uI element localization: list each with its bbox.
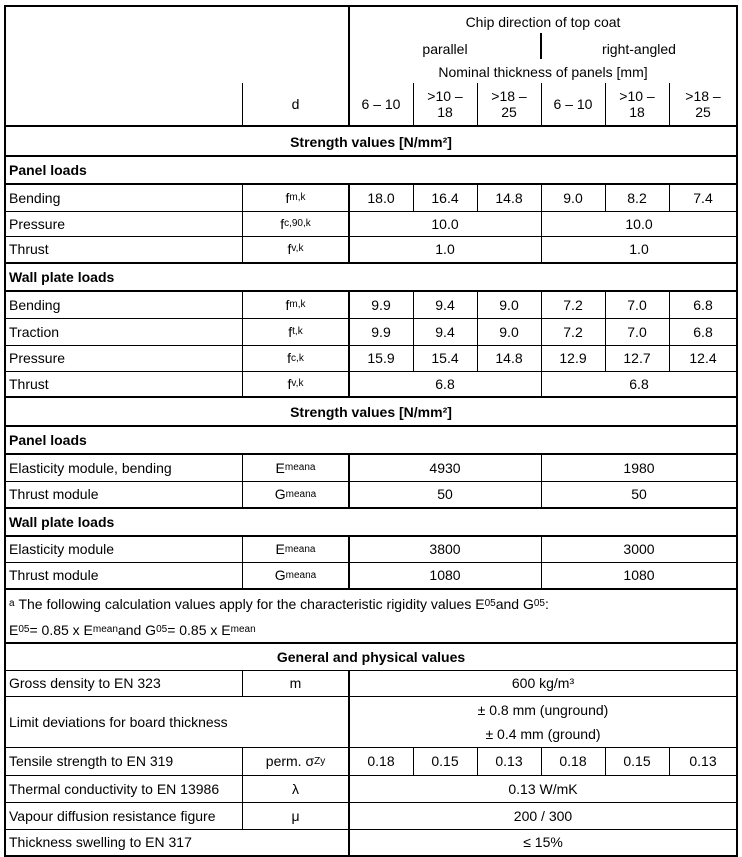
header-thickness-6 [669,83,737,125]
header-thickness-3 [477,83,541,125]
value-cell-right-angled: 50 [631,486,647,503]
grid-line [4,425,738,427]
grid-line [4,345,738,346]
grid-line [477,747,478,776]
row-symbol: m [289,675,302,692]
row-symbol: E mean a [275,541,316,558]
panel-loads-heading-2: Panel loads [9,431,87,448]
grid-line [605,184,606,212]
value-cell: 9.9 [371,296,391,313]
value-cell: 8.2 [627,189,647,206]
panel-loads-heading-1: Panel loads [9,161,87,178]
row-label: Pressure [9,215,66,232]
grid-line [4,371,738,372]
value-cell-right-angled: 1.0 [629,240,649,257]
grid-line [4,507,738,509]
header-thickness-1: 6 – 10 [361,95,401,112]
value-cell: 15.9 [367,350,395,367]
section-general-physical: General and physical values [276,648,466,665]
grid-line [605,83,606,126]
value-cell-parallel: 1.0 [435,240,455,257]
header-thickness-2-a: >10 – [427,87,463,104]
header-thickness-5 [605,83,669,125]
row-symbol: μ [291,807,300,824]
value-cell: 12.9 [559,350,587,367]
value-cell-right-angled: 6.8 [629,375,649,392]
value-cell: 9.0 [499,323,519,340]
footnote-text-1: The following calculation values apply for the characteristic rigidity values E [18,595,485,612]
grid-line [4,696,738,697]
grid-line [4,829,738,830]
value-cell-parallel: 10.0 [431,215,459,232]
value-cell: 7.2 [563,296,583,313]
row-symbol: f m,k [285,296,306,313]
header-thickness-3-a: >18 – [491,87,527,104]
header-thickness-3-b: 25 [501,104,517,120]
row-label: Limit deviations for board thickness [9,713,228,730]
symbol-main: G [274,486,286,503]
grid-line [242,536,243,589]
grid-line [242,83,243,126]
grid-line [4,236,738,237]
value-cell: 14.8 [495,350,523,367]
limit-dev-unground: ± 0.8 mm (unground) [477,702,609,718]
symbol-main: perm. σ [265,753,315,770]
row-symbol: G mean a [274,567,317,584]
row-label: Elasticity module [9,541,115,558]
grid-line [4,5,6,857]
wall-plate-loads-heading-1: Wall plate loads [9,268,115,285]
wall-plate-loads-heading-2: Wall plate loads [9,513,115,530]
symbol-main: E [275,541,285,558]
grid-line [348,454,350,508]
grid-line [242,184,243,264]
symbol-main: f [287,375,292,392]
header-thickness-6-b: 25 [695,104,711,120]
grid-line [4,670,738,671]
value-cell: 0.18 [367,753,395,770]
value-cell: 7.2 [563,323,583,340]
value-cell: 0.13 [689,753,717,770]
limit-dev-ground: ± 0.4 mm (ground) [485,726,601,742]
grid-line [4,588,738,590]
grid-line [4,747,738,748]
value-cell: 16.4 [431,189,459,206]
footnote-text-2: and G [495,595,534,612]
grid-line [242,454,243,508]
row-symbol: λ [292,780,299,797]
grid-line [4,481,738,482]
symbol-main: f [287,350,292,367]
value-cell-full: 0.13 W/mK [508,780,578,797]
value-cell: 18.0 [367,189,395,206]
value-cell: 9.0 [499,296,519,313]
value-cell: 9.4 [435,296,455,313]
header-nominal-thickness: Nominal thickness of panels [mm] [438,63,648,80]
footnote-line-2: E 05 = 0.85 x E mean and G 05 = 0.85 x E mean [9,621,256,638]
header-parallel: parallel [422,40,468,57]
grid-line [541,83,542,126]
value-cell: 7.0 [627,323,647,340]
section-strength-values-2: Strength values [N/mm²] [290,403,452,420]
row-symbol: f m,k [285,189,306,206]
row-symbol: f v,k [287,240,304,257]
header-thickness-5-b: 18 [629,104,645,120]
value-cell-full: ≤ 15% [523,834,563,851]
value-cell: 0.13 [495,753,523,770]
value-cell: 0.18 [559,753,587,770]
header-thickness-2-b: 18 [437,104,453,120]
grid-line [4,262,738,264]
row-label: Thermal conductivity to EN 13986 [9,780,220,797]
value-cell-parallel: 6.8 [435,375,455,392]
grid-line [540,33,542,59]
grid-line [669,291,670,372]
footnote-text-3: : [544,595,549,612]
row-label: Thrust [9,240,49,257]
grid-line [4,453,738,455]
grid-line [669,184,670,212]
header-right-angled: right-angled [602,40,676,57]
row-label: Traction [9,323,60,340]
value-cell: 0.15 [431,753,459,770]
grid-line [4,183,738,185]
grid-line [413,291,414,372]
grid-line [4,562,738,563]
grid-line [348,670,350,856]
row-label: Gross density to EN 323 [9,675,161,692]
row-symbol: f t,k [288,323,303,340]
row-symbol: E mean a [275,459,316,476]
grid-line [4,125,738,127]
row-label: Thrust module [9,567,99,584]
value-cell-parallel: 50 [437,486,453,503]
grid-line [736,5,738,857]
value-cell: 6.8 [693,323,713,340]
value-cell-parallel: 1080 [429,567,461,584]
grid-line [605,747,606,776]
grid-line [541,184,542,264]
grid-line [4,642,738,644]
value-cell-right-angled: 1980 [623,459,655,476]
value-cell: 14.8 [495,189,523,206]
grid-line [348,536,350,589]
value-cell: 12.7 [623,350,651,367]
row-symbol: f c,90,k [280,215,311,232]
value-cell-parallel: 4930 [429,459,461,476]
grid-line [242,670,243,697]
grid-line [348,291,350,397]
row-label: Bending [9,296,61,313]
grid-line [669,83,670,126]
grid-line [4,802,738,803]
header-thickness-2 [413,83,477,125]
section-strength-values-1: Strength values [N/mm²] [290,133,452,150]
row-label: Thickness swelling to EN 317 [9,834,192,851]
value-cell: 9.4 [435,323,455,340]
grid-line [413,83,414,126]
header-thickness-6-a: >18 – [685,87,721,104]
symbol-main: f [288,323,293,340]
grid-line [4,211,738,212]
value-cell-right-angled: 3000 [623,541,655,558]
value-cell-right-angled: 1080 [623,567,655,584]
grid-line [541,291,542,397]
row-label: Vapour diffusion resistance figure [9,807,216,824]
grid-line [4,535,738,537]
row-label: Thrust module [9,486,99,503]
grid-line [4,5,738,7]
grid-line [541,454,542,508]
footnote-line-1: a The following calculation values apply for the characteristic rigidity values E 05 and G 05 : [9,595,549,612]
value-cell: 6.8 [693,296,713,313]
header-d: d [291,95,300,112]
symbol-main: f [285,296,290,313]
value-cell: 0.15 [623,753,651,770]
grid-line [4,290,738,292]
value-cell: 7.0 [627,296,647,313]
grid-line [541,747,542,776]
grid-line [669,747,670,776]
value-cell-full [349,697,737,747]
value-cell-parallel: 3800 [429,541,461,558]
grid-line [477,184,478,212]
grid-line [242,291,243,397]
grid-line [242,747,243,830]
grid-line [4,396,738,398]
row-label: Pressure [9,350,66,367]
grid-line [4,318,738,319]
row-label: Elasticity module, bending [9,459,172,476]
row-label: Tensile strength to EN 319 [9,753,174,770]
value-cell: 15.4 [431,350,459,367]
value-cell: 12.4 [689,350,717,367]
row-label: Thrust [9,375,49,392]
grid-line [541,536,542,589]
grid-line [477,83,478,126]
footnote-formula-a: E [9,621,19,638]
row-symbol: perm. σ Zy [265,753,326,770]
row-label: Bending [9,189,61,206]
symbol-main: G [274,567,286,584]
header-chip-direction: Chip direction of top coat [465,13,621,30]
grid-line [4,155,738,157]
value-cell-right-angled: 10.0 [625,215,653,232]
symbol-main: E [275,459,285,476]
symbol-main: f [285,189,290,206]
value-cell-full: 200 / 300 [513,807,573,824]
grid-line [348,184,350,264]
header-thickness-5-a: >10 – [619,87,655,104]
grid-line [413,184,414,212]
value-cell: 9.0 [563,189,583,206]
header-thickness-4: 6 – 10 [553,95,593,112]
footnote-formula-c: and G [117,621,157,638]
row-symbol: G mean a [274,486,317,503]
grid-line [348,5,350,126]
value-cell: 9.9 [371,323,391,340]
symbol-main: f [280,215,285,232]
value-cell-full: 600 kg/m³ [511,675,575,692]
grid-line [605,291,606,372]
row-symbol: f v,k [287,375,304,392]
grid-line [413,747,414,776]
symbol-main: f [287,240,292,257]
footnote-formula-b: = 0.85 x E [29,621,93,638]
value-cell: 7.4 [693,189,713,206]
footnote-formula-d: = 0.85 x E [167,621,231,638]
grid-line [477,291,478,372]
grid-line [4,775,738,776]
row-symbol: f c,k [287,350,304,367]
